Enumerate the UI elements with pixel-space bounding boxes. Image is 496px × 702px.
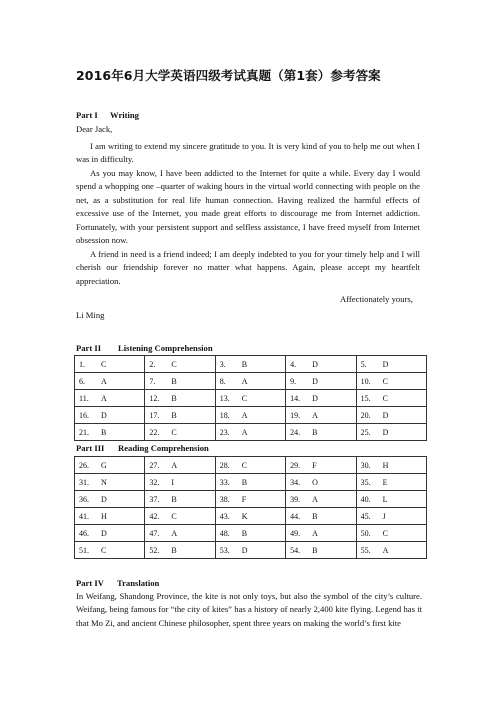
section-number: Part IV	[76, 578, 104, 588]
question-number: 30.	[360, 460, 371, 470]
question-number: 6.	[79, 376, 85, 386]
answer-cell	[145, 373, 215, 390]
answer-letter: D	[101, 410, 107, 420]
answer-letter: C	[101, 359, 107, 369]
answer-letter: A	[312, 528, 318, 538]
answer-letter: B	[101, 427, 107, 437]
question-number: 33.	[219, 477, 230, 487]
letter-paragraph: I am writing to extend my sincere gratitude to you. It is very kind of you to help me out when I was in difficulty.	[76, 141, 420, 165]
table-row	[75, 390, 427, 407]
answer-cell	[215, 373, 285, 390]
answer-letter: G	[101, 460, 107, 470]
question-number: 51.	[79, 545, 89, 555]
question-number: 55.	[360, 545, 371, 555]
question-number: 52.	[149, 545, 160, 555]
answer-cell	[75, 457, 145, 474]
answer-letter: C	[241, 393, 248, 403]
answer-cell	[356, 407, 426, 424]
answer-cell	[286, 424, 356, 441]
question-number: 27.	[149, 460, 160, 470]
answer-letter: B	[241, 359, 248, 369]
table-row	[75, 474, 427, 491]
question-number: 23.	[219, 427, 230, 437]
answer-cell	[356, 424, 426, 441]
translation-text: In Weifang, Shandong Province, the kite is not only toys, but also the symbol of the city’s culture. Weifang, being famous for “the city of kites” has a history of nearly 2,400 kite flying. Legend has it that Mo Zi, and ancient Chinese philosopher, spent three years on making the world’s first kite	[76, 591, 422, 628]
answer-cell	[75, 407, 145, 424]
question-number: 3.	[219, 359, 226, 369]
question-number: 43.	[219, 511, 230, 521]
question-number: 39.	[290, 494, 301, 504]
answer-cell	[356, 373, 426, 390]
answer-letter: E	[382, 477, 388, 487]
answer-letter: D	[312, 393, 318, 403]
answer-cell	[356, 356, 426, 373]
answer-cell	[286, 542, 356, 559]
answer-letter: L	[382, 494, 388, 504]
question-number: 25.	[360, 427, 371, 437]
table-row	[75, 356, 427, 373]
answer-letter: A	[312, 410, 318, 420]
answer-cell	[356, 508, 426, 525]
answer-letter: D	[312, 359, 318, 369]
answer-cell	[286, 356, 356, 373]
section-name: Listening Comprehension	[118, 343, 213, 353]
answer-letter: B	[171, 410, 177, 420]
table-row	[75, 407, 427, 424]
answer-letter: N	[101, 477, 107, 487]
answer-cell	[215, 491, 285, 508]
question-number: 5.	[360, 359, 367, 369]
answer-letter: F	[241, 494, 247, 504]
answer-cell	[145, 525, 215, 542]
question-number: 18.	[219, 410, 230, 420]
answer-cell	[286, 407, 356, 424]
answer-letter: A	[312, 494, 318, 504]
question-number: 2.	[149, 359, 156, 369]
answer-cell	[75, 373, 145, 390]
question-number: 53.	[219, 545, 230, 555]
section-heading-listening	[76, 343, 213, 353]
answer-letter: D	[101, 494, 107, 504]
answer-letter: B	[171, 393, 177, 403]
answer-cell	[75, 474, 145, 491]
answer-cell	[286, 390, 356, 407]
answer-cell	[75, 491, 145, 508]
table-row	[75, 525, 427, 542]
answer-letter: A	[101, 393, 107, 403]
question-number: 8.	[219, 376, 226, 386]
question-number: 7.	[149, 376, 156, 386]
section-heading-writing	[76, 110, 139, 120]
answer-cell	[215, 474, 285, 491]
section-heading-reading	[76, 443, 209, 453]
answer-letter: F	[312, 460, 317, 470]
document-title: 2016年6月大学英语四级考试真题（第1套）参考答案	[76, 68, 381, 83]
letter-paragraph: As you may know, I have been addicted to the Internet for quite a while. Every day I would spend a whopping one –quarter of waking hours in the virtual world connecting with people on the net, as a substitution for real life human connection. Having realized the harmful effects of excessive use of the Internet, you made great efforts to discourage me from Internet addiction. Fortunately, with your persistent support and selfless assistance, I have freed myself from Internet obsession now.	[76, 168, 420, 246]
answer-letter: B	[312, 545, 318, 555]
question-number: 45.	[360, 511, 371, 521]
answer-letter: A	[101, 376, 107, 386]
section-name: Writing	[110, 110, 139, 120]
answer-letter: O	[312, 477, 318, 487]
answer-letter: C	[171, 359, 177, 369]
answer-letter: B	[171, 376, 177, 386]
letter-signature: Li Ming	[76, 310, 105, 320]
question-number: 19.	[290, 410, 301, 420]
section-number: Part III	[76, 443, 105, 453]
answer-letter: D	[241, 545, 248, 555]
answer-letter: D	[312, 376, 318, 386]
answer-cell	[145, 491, 215, 508]
answer-letter: C	[241, 460, 248, 470]
answer-letter: B	[171, 494, 177, 504]
answer-cell	[286, 457, 356, 474]
question-number: 34.	[290, 477, 301, 487]
answer-letter: B	[171, 545, 177, 555]
question-number: 16.	[79, 410, 89, 420]
question-number: 24.	[290, 427, 301, 437]
table-row	[75, 542, 427, 559]
question-number: 41.	[79, 511, 89, 521]
answer-cell	[145, 508, 215, 525]
question-number: 9.	[290, 376, 297, 386]
section-number: Part I	[76, 110, 98, 120]
table-row	[75, 373, 427, 390]
answer-cell	[75, 390, 145, 407]
answer-cell	[75, 508, 145, 525]
question-number: 49.	[290, 528, 301, 538]
answer-cell	[356, 491, 426, 508]
letter-greeting: Dear Jack,	[76, 124, 113, 134]
answer-cell	[215, 356, 285, 373]
answer-letter: H	[382, 460, 389, 470]
answer-cell	[145, 356, 215, 373]
question-number: 1.	[79, 359, 85, 369]
section-heading-translation	[76, 578, 159, 588]
answer-letter: B	[312, 511, 318, 521]
answer-letter: A	[241, 376, 248, 386]
answer-letter: J	[382, 511, 386, 521]
question-number: 50.	[360, 528, 371, 538]
answer-cell	[145, 474, 215, 491]
question-number: 40.	[360, 494, 371, 504]
answer-letter: K	[241, 511, 248, 521]
answer-cell	[215, 457, 285, 474]
answer-letter: B	[241, 477, 248, 487]
question-number: 4.	[290, 359, 297, 369]
question-number: 20.	[360, 410, 371, 420]
question-number: 12.	[149, 393, 160, 403]
answer-cell	[145, 424, 215, 441]
answer-letter: A	[382, 545, 389, 555]
answer-cell	[215, 407, 285, 424]
answer-letter: A	[241, 427, 248, 437]
answer-cell	[356, 474, 426, 491]
answer-cell	[75, 525, 145, 542]
question-number: 42.	[149, 511, 160, 521]
answer-cell	[286, 474, 356, 491]
question-number: 22.	[149, 427, 160, 437]
letter-closing: Affectionately yours,	[340, 294, 413, 304]
answer-letter: I	[171, 477, 175, 487]
answer-cell	[145, 390, 215, 407]
question-number: 32.	[149, 477, 160, 487]
answer-cell	[286, 373, 356, 390]
question-number: 17.	[149, 410, 160, 420]
listening-answer-table	[74, 355, 427, 441]
section-number: Part II	[76, 343, 102, 353]
answer-cell	[215, 508, 285, 525]
answer-cell	[356, 390, 426, 407]
answer-letter: C	[101, 545, 107, 555]
answer-letter: C	[171, 427, 177, 437]
question-number: 36.	[79, 494, 89, 504]
answer-cell	[75, 542, 145, 559]
answer-cell	[145, 407, 215, 424]
question-number: 13.	[219, 393, 230, 403]
section-name: Reading Comprehension	[118, 443, 209, 453]
question-number: 47.	[149, 528, 160, 538]
answer-letter: A	[171, 528, 178, 538]
answer-letter: C	[382, 393, 388, 403]
answer-letter: C	[382, 376, 388, 386]
answer-cell	[356, 525, 426, 542]
answer-cell	[75, 356, 145, 373]
answer-cell	[215, 525, 285, 542]
question-number: 46.	[79, 528, 89, 538]
answer-cell	[286, 491, 356, 508]
answer-cell	[286, 525, 356, 542]
question-number: 10.	[360, 376, 371, 386]
question-number: 35.	[360, 477, 371, 487]
answer-cell	[215, 390, 285, 407]
answer-letter: D	[101, 528, 107, 538]
table-row	[75, 491, 427, 508]
question-number: 37.	[149, 494, 160, 504]
question-number: 11.	[79, 393, 89, 403]
question-number: 31.	[79, 477, 89, 487]
table-row	[75, 457, 427, 474]
answer-cell	[215, 424, 285, 441]
answer-cell	[145, 457, 215, 474]
letter-paragraph: A friend in need is a friend indeed; I am deeply indebted to you for your timely help and I will cherish our friendship forever no matter what happens. Again, please accept my heartfelt appreciation.	[76, 249, 420, 286]
question-number: 21.	[79, 427, 89, 437]
answer-letter: H	[101, 511, 107, 521]
answer-letter: A	[171, 460, 178, 470]
answer-letter: C	[382, 528, 388, 538]
answer-cell	[75, 424, 145, 441]
answer-letter: D	[382, 410, 389, 420]
question-number: 38.	[219, 494, 230, 504]
question-number: 54.	[290, 545, 301, 555]
question-number: 44.	[290, 511, 301, 521]
answer-cell	[356, 457, 426, 474]
answer-letter: B	[241, 528, 248, 538]
table-row	[75, 508, 427, 525]
question-number: 14.	[290, 393, 301, 403]
reading-answer-table	[74, 456, 427, 559]
question-number: 26.	[79, 460, 89, 470]
answer-letter: C	[171, 511, 177, 521]
section-name: Translation	[117, 578, 160, 588]
question-number: 28.	[219, 460, 230, 470]
answer-cell	[145, 542, 215, 559]
answer-cell	[356, 542, 426, 559]
table-row	[75, 424, 427, 441]
answer-letter: A	[241, 410, 248, 420]
answer-letter: D	[382, 359, 389, 369]
question-number: 29.	[290, 460, 301, 470]
question-number: 15.	[360, 393, 371, 403]
answer-letter: D	[382, 427, 389, 437]
answer-letter: B	[312, 427, 318, 437]
question-number: 48.	[219, 528, 230, 538]
answer-cell	[215, 542, 285, 559]
answer-cell	[286, 508, 356, 525]
